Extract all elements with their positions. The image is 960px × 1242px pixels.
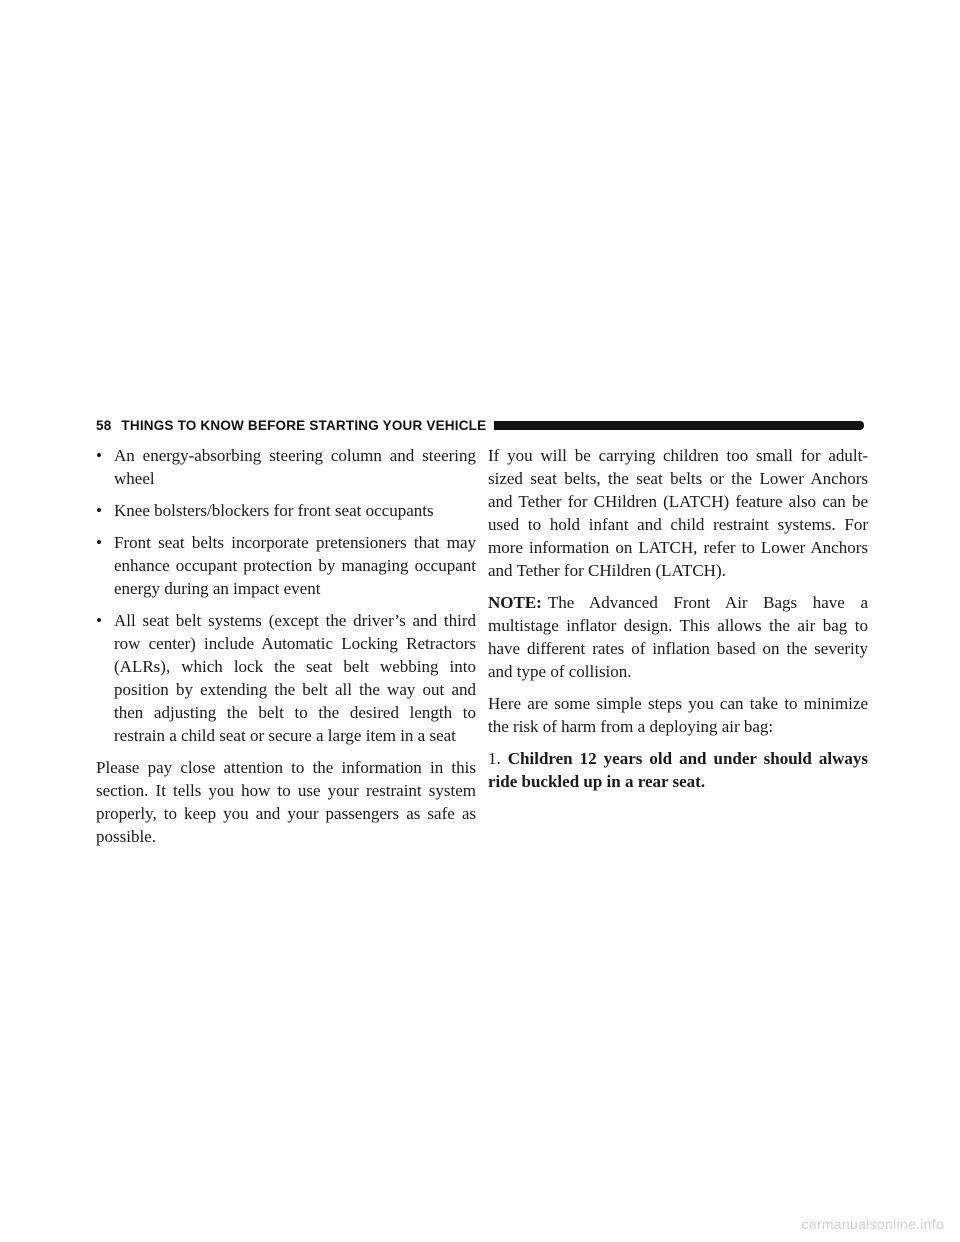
step-item xyxy=(488,747,868,793)
note-label: NOTE: xyxy=(488,593,542,612)
page-header xyxy=(96,414,864,436)
left-column xyxy=(96,444,476,857)
step-text: Children 12 years old and under should always ride buckled up in a rear seat. xyxy=(488,749,868,791)
note-text: The Advanced Front Air Bags have a multistage inflator design. This allows the air bag to have different rates of inflation based on the severity and type of collision. xyxy=(488,593,868,681)
bullet-icon: • xyxy=(96,533,102,552)
note-paragraph xyxy=(488,591,868,683)
section-title: THINGS TO KNOW BEFORE STARTING YOUR VEHICLE xyxy=(121,417,487,433)
step-number: 1. xyxy=(488,749,501,768)
list-item: • An energy-absorbing steering column and steering wheel xyxy=(96,446,476,488)
bullet-icon: • xyxy=(96,611,102,630)
bullet-icon: • xyxy=(96,501,102,520)
header-rule xyxy=(494,421,864,430)
page-number: 58 xyxy=(96,417,112,433)
list-item: • All seat belt systems (except the driver’s and third row center) include Automatic Locking Retractors (ALRs), which lock the seat belt webbing into position by extending the belt all the way out and then adjusting the belt to the desired length to restrain a child seat or secure a large item in a seat xyxy=(96,611,476,745)
watermark: carmanualsonline.info xyxy=(801,1216,944,1232)
list-item: • Knee bolsters/blockers for front seat occupants xyxy=(96,501,434,520)
right-column xyxy=(488,444,868,802)
list-item: • Front seat belts incorporate pretensioners that may enhance occupant protection by managing occupant energy during an impact event xyxy=(96,533,476,598)
attention-paragraph: Please pay close attention to the information in this section. It tells you how to use your restraint system properly, to keep you and your passengers as safe as possible. xyxy=(96,758,476,846)
feature-list xyxy=(96,444,476,747)
latch-paragraph: If you will be carrying children too small for adult-sized seat belts, the seat belts or the Lower Anchors and Tether for CHildren (LATCH) feature also can be used to hold infant and child restraint systems. For more information on LATCH, refer to Lower Anchors and Tether for CHildren (LATCH). xyxy=(488,446,868,580)
bullet-icon: • xyxy=(96,446,102,465)
steps-intro: Here are some simple steps you can take to minimize the risk of harm from a deploying air bag: xyxy=(488,694,868,736)
